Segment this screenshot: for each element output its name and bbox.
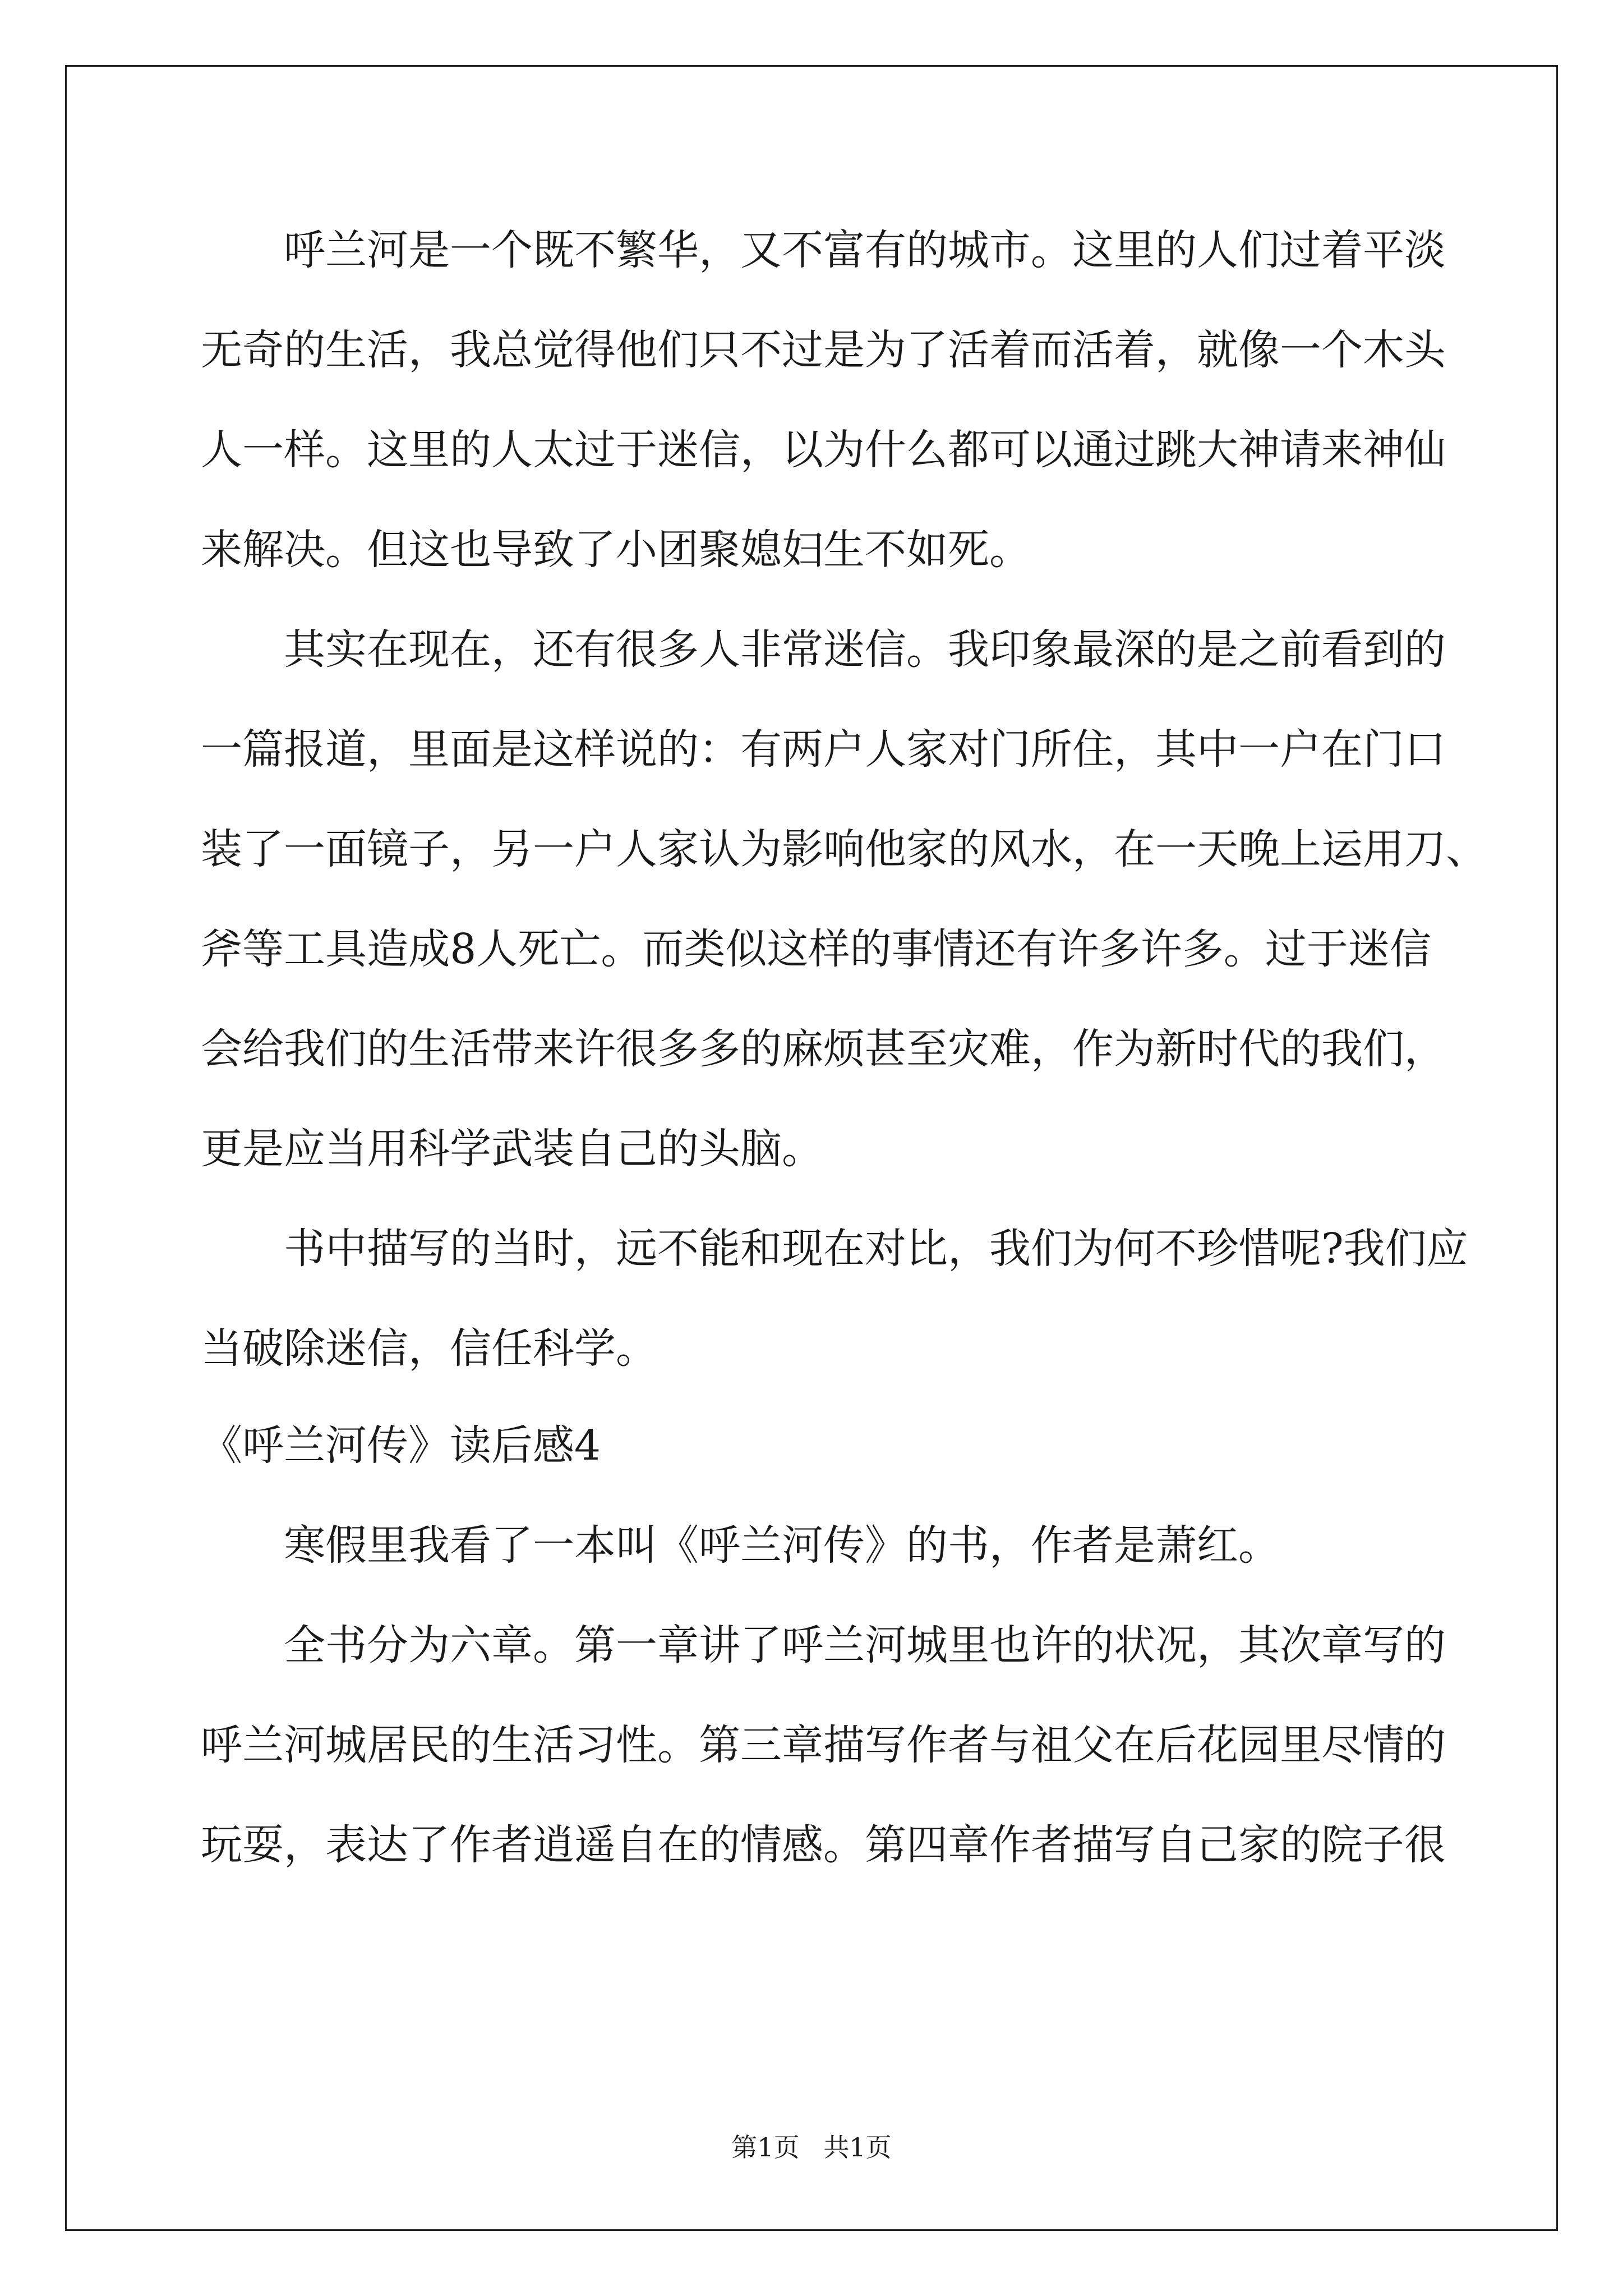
page-number: 第1页 [731,2132,800,2162]
text-line: 斧等工具造成8人死亡。而类似这样的事情还有许多许多。过于迷信 [201,925,1431,973]
text-line: 书中描写的当时，远不能和现在对比，我们为何不珍惜呢?我们应 [284,1225,1468,1273]
text-line: 无奇的生活，我总觉得他们只不过是为了活着而活着，就像一个木头 [201,326,1446,374]
page-total: 共1页 [823,2132,892,2162]
text-line: 当破除迷信，信任科学。 [201,1324,657,1373]
text-line: 来解决。但这也导致了小团聚媳妇生不如死。 [201,526,1031,574]
text-line: 寒假里我看了一本叫《呼兰河传》的书，作者是萧红。 [284,1521,1280,1570]
text-line: 呼兰河城居民的生活习性。第三章描写作者与祖父在后花园里尽情的 [201,1721,1446,1769]
text-line: 人一样。这里的人太过于迷信，以为什么都可以通过跳大神请来神仙 [201,426,1446,474]
text-line: 更是应当用科学武装自己的头脑。 [201,1125,823,1173]
text-line: 装了一面镜子，另一户人家认为影响他家的风水，在一天晚上运用刀、 [201,825,1487,873]
text-line: 玩耍，表达了作者逍遥自在的情感。第四章作者描写自己家的院子很 [201,1821,1446,1869]
text-line: 一篇报道，里面是这样说的：有两户人家对门所住，其中一户在门口 [201,725,1446,774]
text-line: 其实在现在，还有很多人非常迷信。我印象最深的是之前看到的 [284,625,1446,674]
page-footer [0,2131,1623,2164]
text-line: 全书分为六章。第一章讲了呼兰河城里也许的状况，其次章写的 [284,1621,1446,1669]
text-line: 呼兰河是一个既不繁华，又不富有的城市。这里的人们过着平淡 [284,226,1446,274]
text-line: 会给我们的生活带来许很多多的麻烦甚至灾难，作为新时代的我们， [201,1025,1446,1073]
section-heading: 《呼兰河传》读后感4 [201,1421,601,1470]
